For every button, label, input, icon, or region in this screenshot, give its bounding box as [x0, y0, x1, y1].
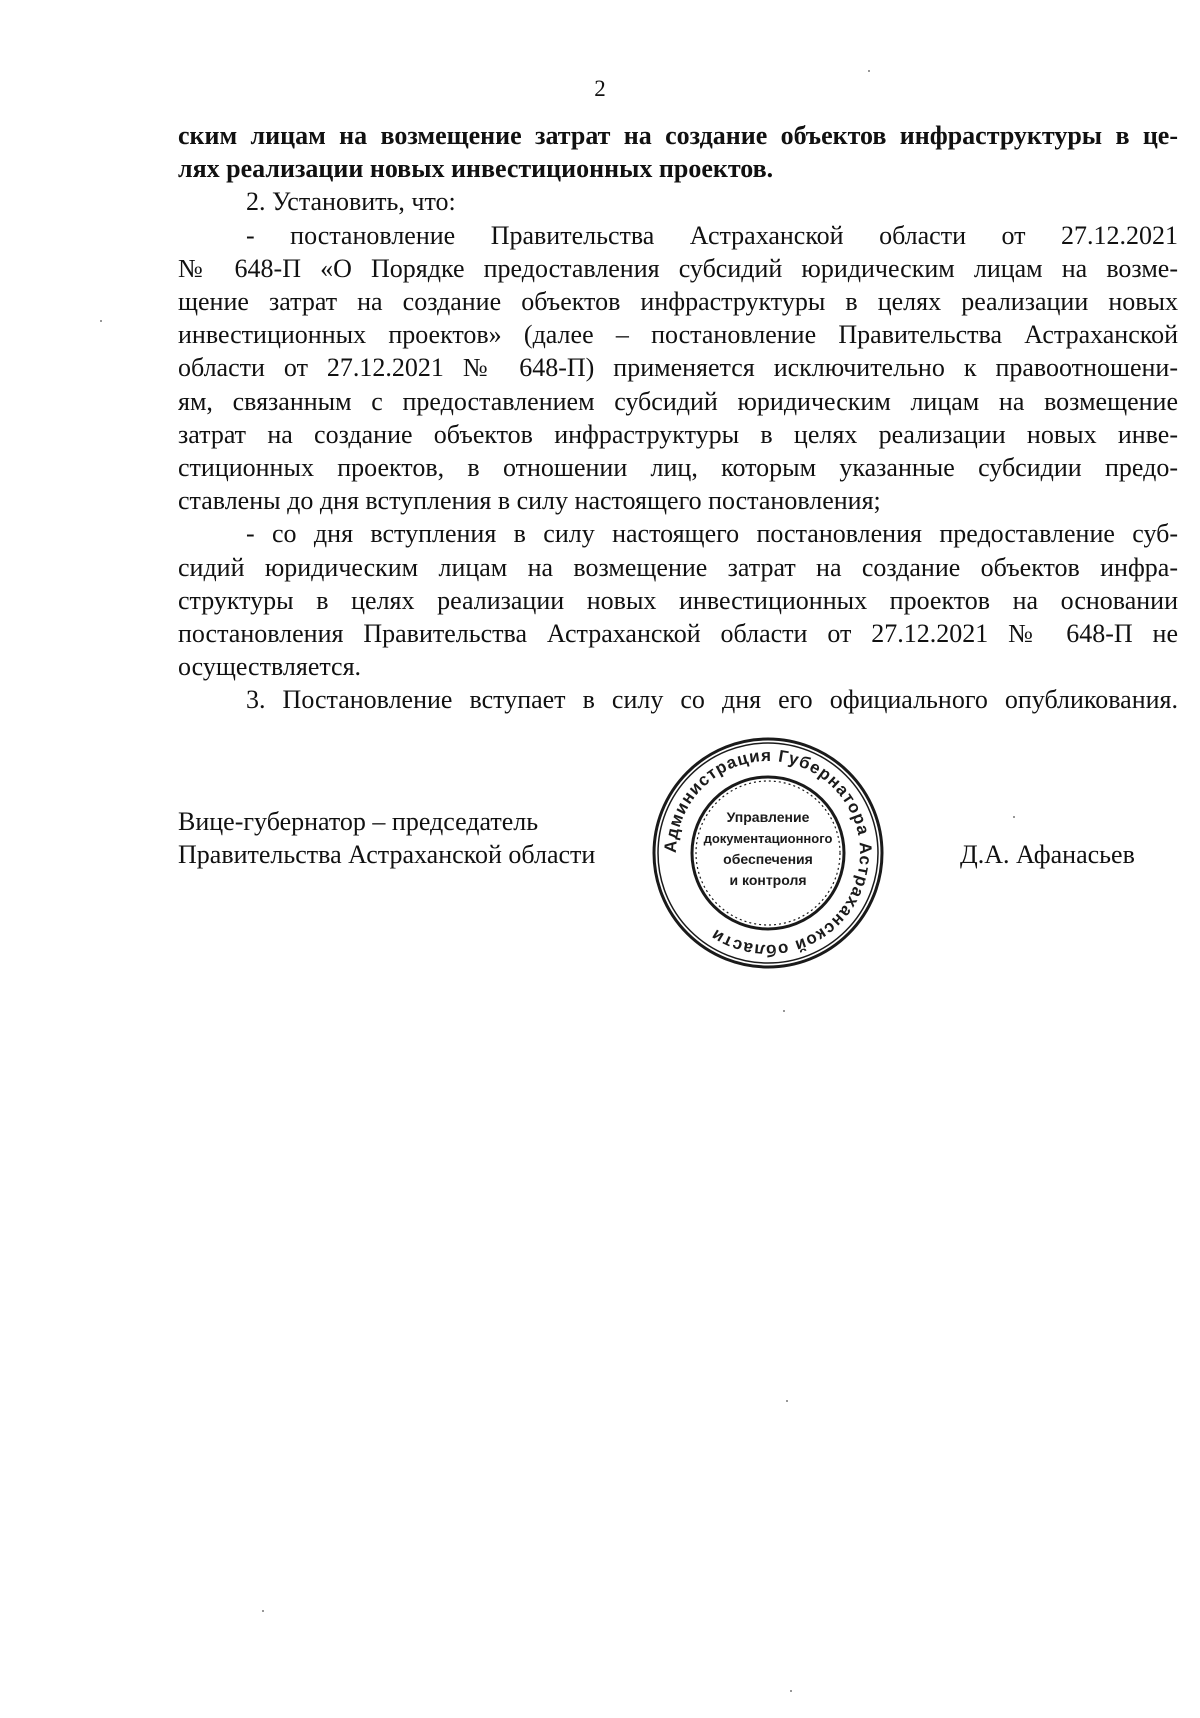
body-line: 2. Установить, что:	[246, 187, 456, 217]
body-line: - со дня вступления в силу настоящего постановления предоставление суб-	[246, 519, 1178, 549]
stamp-outer-text: Администрация Губернатора Астраханской области	[660, 745, 876, 961]
document-body	[178, 119, 1178, 717]
body-line: постановления Правительства Астраханской области от 27.12.2021 № 648-П не	[178, 619, 1178, 649]
signer-title-line-1: Вице-губернатор – председатель	[178, 807, 539, 836]
body-line: инвестиционных проектов» (далее – постановление Правительства Астраханской	[178, 320, 1178, 350]
stamp-inner-line-4: и контроля	[729, 872, 807, 888]
body-line: осуществляется.	[178, 652, 362, 682]
official-stamp	[650, 735, 886, 971]
signer-title	[178, 805, 595, 871]
page-number: 2	[594, 76, 606, 101]
signer-name: Д.А. Афанасьев	[960, 840, 1135, 869]
body-line: № 648-П «О Порядке предоставления субсидий юридическим лицам на возме-	[178, 253, 1178, 283]
body-line: области от 27.12.2021 № 648-П) применяется исключительно к правоотношени-	[178, 353, 1178, 383]
body-line: ям, связанным с предоставлением субсидий юридическим лицам на возмещение	[178, 386, 1178, 416]
body-line: лях реализации новых инвестиционных проектов.	[178, 154, 774, 184]
body-line: затрат на создание объектов инфраструктуры в целях реализации новых инве-	[178, 419, 1178, 449]
body-line: структуры в целях реализации новых инвестиционных проектов на основании	[178, 585, 1178, 615]
body-line: ским лицам на возмещение затрат на создание объектов инфраструктуры в це-	[178, 121, 1178, 150]
stamp-inner-line-1: Управление	[726, 809, 810, 825]
body-line: ставлены до дня вступления в силу настоящего постановления;	[178, 486, 881, 516]
stamp-inner-line-2: документационного	[703, 831, 833, 846]
body-line: стиционных проектов, в отношении лиц, которым указанные субсидии предо-	[178, 453, 1178, 483]
body-line: щение затрат на создание объектов инфраструктуры в целях реализации новых	[178, 287, 1178, 317]
body-line: сидий юридическим лицам на возмещение затрат на создание объектов инфра-	[178, 552, 1178, 582]
signer-title-line-2: Правительства Астраханской области	[178, 840, 596, 869]
body-line: - постановление Правительства Астраханской области от 27.12.2021	[246, 220, 1178, 250]
stamp-inner-line-3: обеспечения	[723, 851, 813, 867]
body-line: 3. Постановление вступает в силу со дня его официального опубликования.	[246, 685, 1178, 715]
